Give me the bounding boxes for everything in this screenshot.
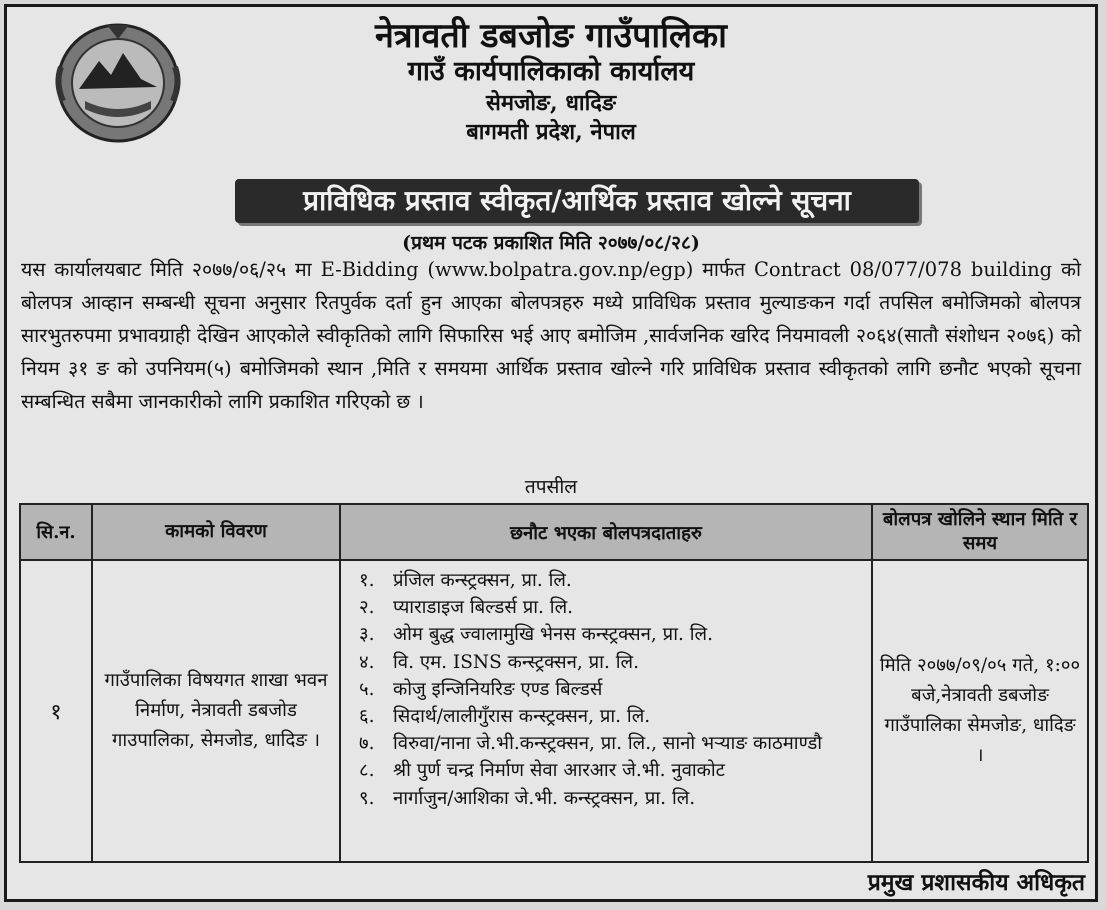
notice-title: प्राविधिक प्रस्ताव स्वीकृत/आर्थिक प्रस्ताव खोल्ने सूचना — [235, 179, 919, 223]
province-name: बागमती प्रदेश, नेपाल — [466, 119, 636, 145]
list-item — [351, 703, 861, 730]
row-time: मिति २०७७/०९/०५ गते, १:०० बजे,नेत्रावती डबजोङ गाउँपालिका सेमजोङ, धादिङ । — [872, 560, 1088, 862]
header-time: बोलपत्र खोलिने स्थान मिति र समय — [872, 504, 1088, 560]
bidder-number: ४. — [359, 651, 375, 673]
list-item — [351, 730, 861, 757]
row-work: गाउँपालिका विषयगत शाखा भवन निर्माण, नेत्रावती डबजोड गाउपालिका, सेमजोड, धादिङ । — [92, 560, 340, 862]
notice-body: यस कार्यालयबाट मिति २०७७/०६/२५ मा E-Bidding (www.bolpatra.gov.np/egp) मार्फत Contract 08/077/078 building को बोलपत्र आव्हान सम्बन्धी सूचना अनुसार रितपुर्वक दर्ता हुन आएका बोलपत्रहरु मध्ये प्राविधिक प्रस्ताव मुल्याङकन गर्दा तपसिल बमोजिमको बोलपत्र सारभुतरुपमा प्रभावग्राही देखिन आएकोले स्वीकृतिको लागि सिफारिस भई आए बमोजिम ,सार्वजनिक खरिद नियमावली २०६४(सातौ संशोधन २०७६) को नियम ३१ ङ को उपनियम(५) बमोजिमको स्थान ,मिति र समयमा आर्थिक प्रस्ताव खोल्ने गरि प्राविधिक प्रस्ताव स्वीकृतको लागि छनौट भएको सूचना सम्बन्धित सबैमा जानकारीको लागि प्रकाशित गरिएको छ । — [21, 258, 1081, 413]
bidder-number: २. — [359, 597, 375, 619]
list-item — [351, 594, 861, 621]
table-header-row — [20, 504, 1088, 560]
bidder-name: श्री पुर्ण चन्द्र निर्माण सेवा आरआर जे.भी. नुवाकोट — [393, 760, 725, 782]
bidder-name: प्याराडाइज बिल्डर्स प्रा. लि. — [393, 597, 574, 619]
bidder-name: वि. एम. ISNS कन्स्ट्रक्सन, प्रा. लि. — [393, 651, 639, 673]
office-name: गाउँ कार्यपालिकाको कार्यालय — [407, 56, 695, 87]
bidder-name: विरुवा/नाना जे.भी.कन्स्ट्रक्सन, प्रा. लि., सानो भऱ्याङ काठमाण्डौ — [393, 733, 823, 755]
bidder-number: ५. — [359, 678, 375, 700]
bidder-number: ७. — [359, 733, 375, 755]
signatory-title: प्रमुख प्रशासकीय अधिकृत — [867, 869, 1085, 896]
bidder-number: ८. — [359, 760, 375, 782]
header-sn: सि.न. — [20, 504, 92, 560]
header-work: कामको विवरण — [92, 504, 340, 560]
municipality-name: नेत्रावती डबजोङ गाउँपालिका — [375, 16, 727, 56]
table-caption: तपसील — [524, 476, 578, 498]
bidder-name: प्रंजिल कन्स्ट्रक्सन, प्रा. लि. — [393, 570, 572, 591]
list-item — [351, 649, 861, 676]
bidder-number: ६. — [359, 706, 375, 728]
list-item — [351, 676, 861, 703]
table-row — [20, 560, 1088, 862]
bidder-name: ओम बुद्ध ज्वालामुखि भेनस कन्स्ट्रक्सन, प्रा. लि. — [393, 624, 713, 646]
list-item — [351, 621, 861, 648]
bidder-name: कोजु इन्जिनियरिङ एण्ड बिल्डर्स — [393, 678, 603, 700]
office-address: सेमजोङ, धादिङ — [485, 90, 616, 116]
notice-page — [4, 4, 1098, 902]
list-item — [351, 567, 861, 594]
list-item — [351, 757, 861, 784]
list-item — [351, 785, 861, 812]
first-published-date: (प्रथम पटक प्रकाशित मिति २०७७/०८/२८) — [402, 232, 700, 254]
row-bidders — [340, 560, 872, 862]
bidder-name: नार्गाजुन/आशिका जे.भी. कन्स्ट्रक्सन, प्रा. लि. — [393, 787, 696, 809]
header-bidders: छनौट भएका बोलपत्रदाताहरु — [340, 504, 872, 560]
row-sn: १ — [20, 560, 92, 862]
letterhead — [7, 17, 1095, 147]
bidder-name: सिदार्थ/लालीगुँरास कन्स्ट्रक्सन, प्रा. लि. — [393, 706, 651, 728]
bidder-number: १. — [359, 570, 375, 591]
bidder-number: ९. — [359, 787, 375, 809]
bidder-number: ३. — [359, 624, 375, 646]
bidders-table — [19, 503, 1089, 863]
